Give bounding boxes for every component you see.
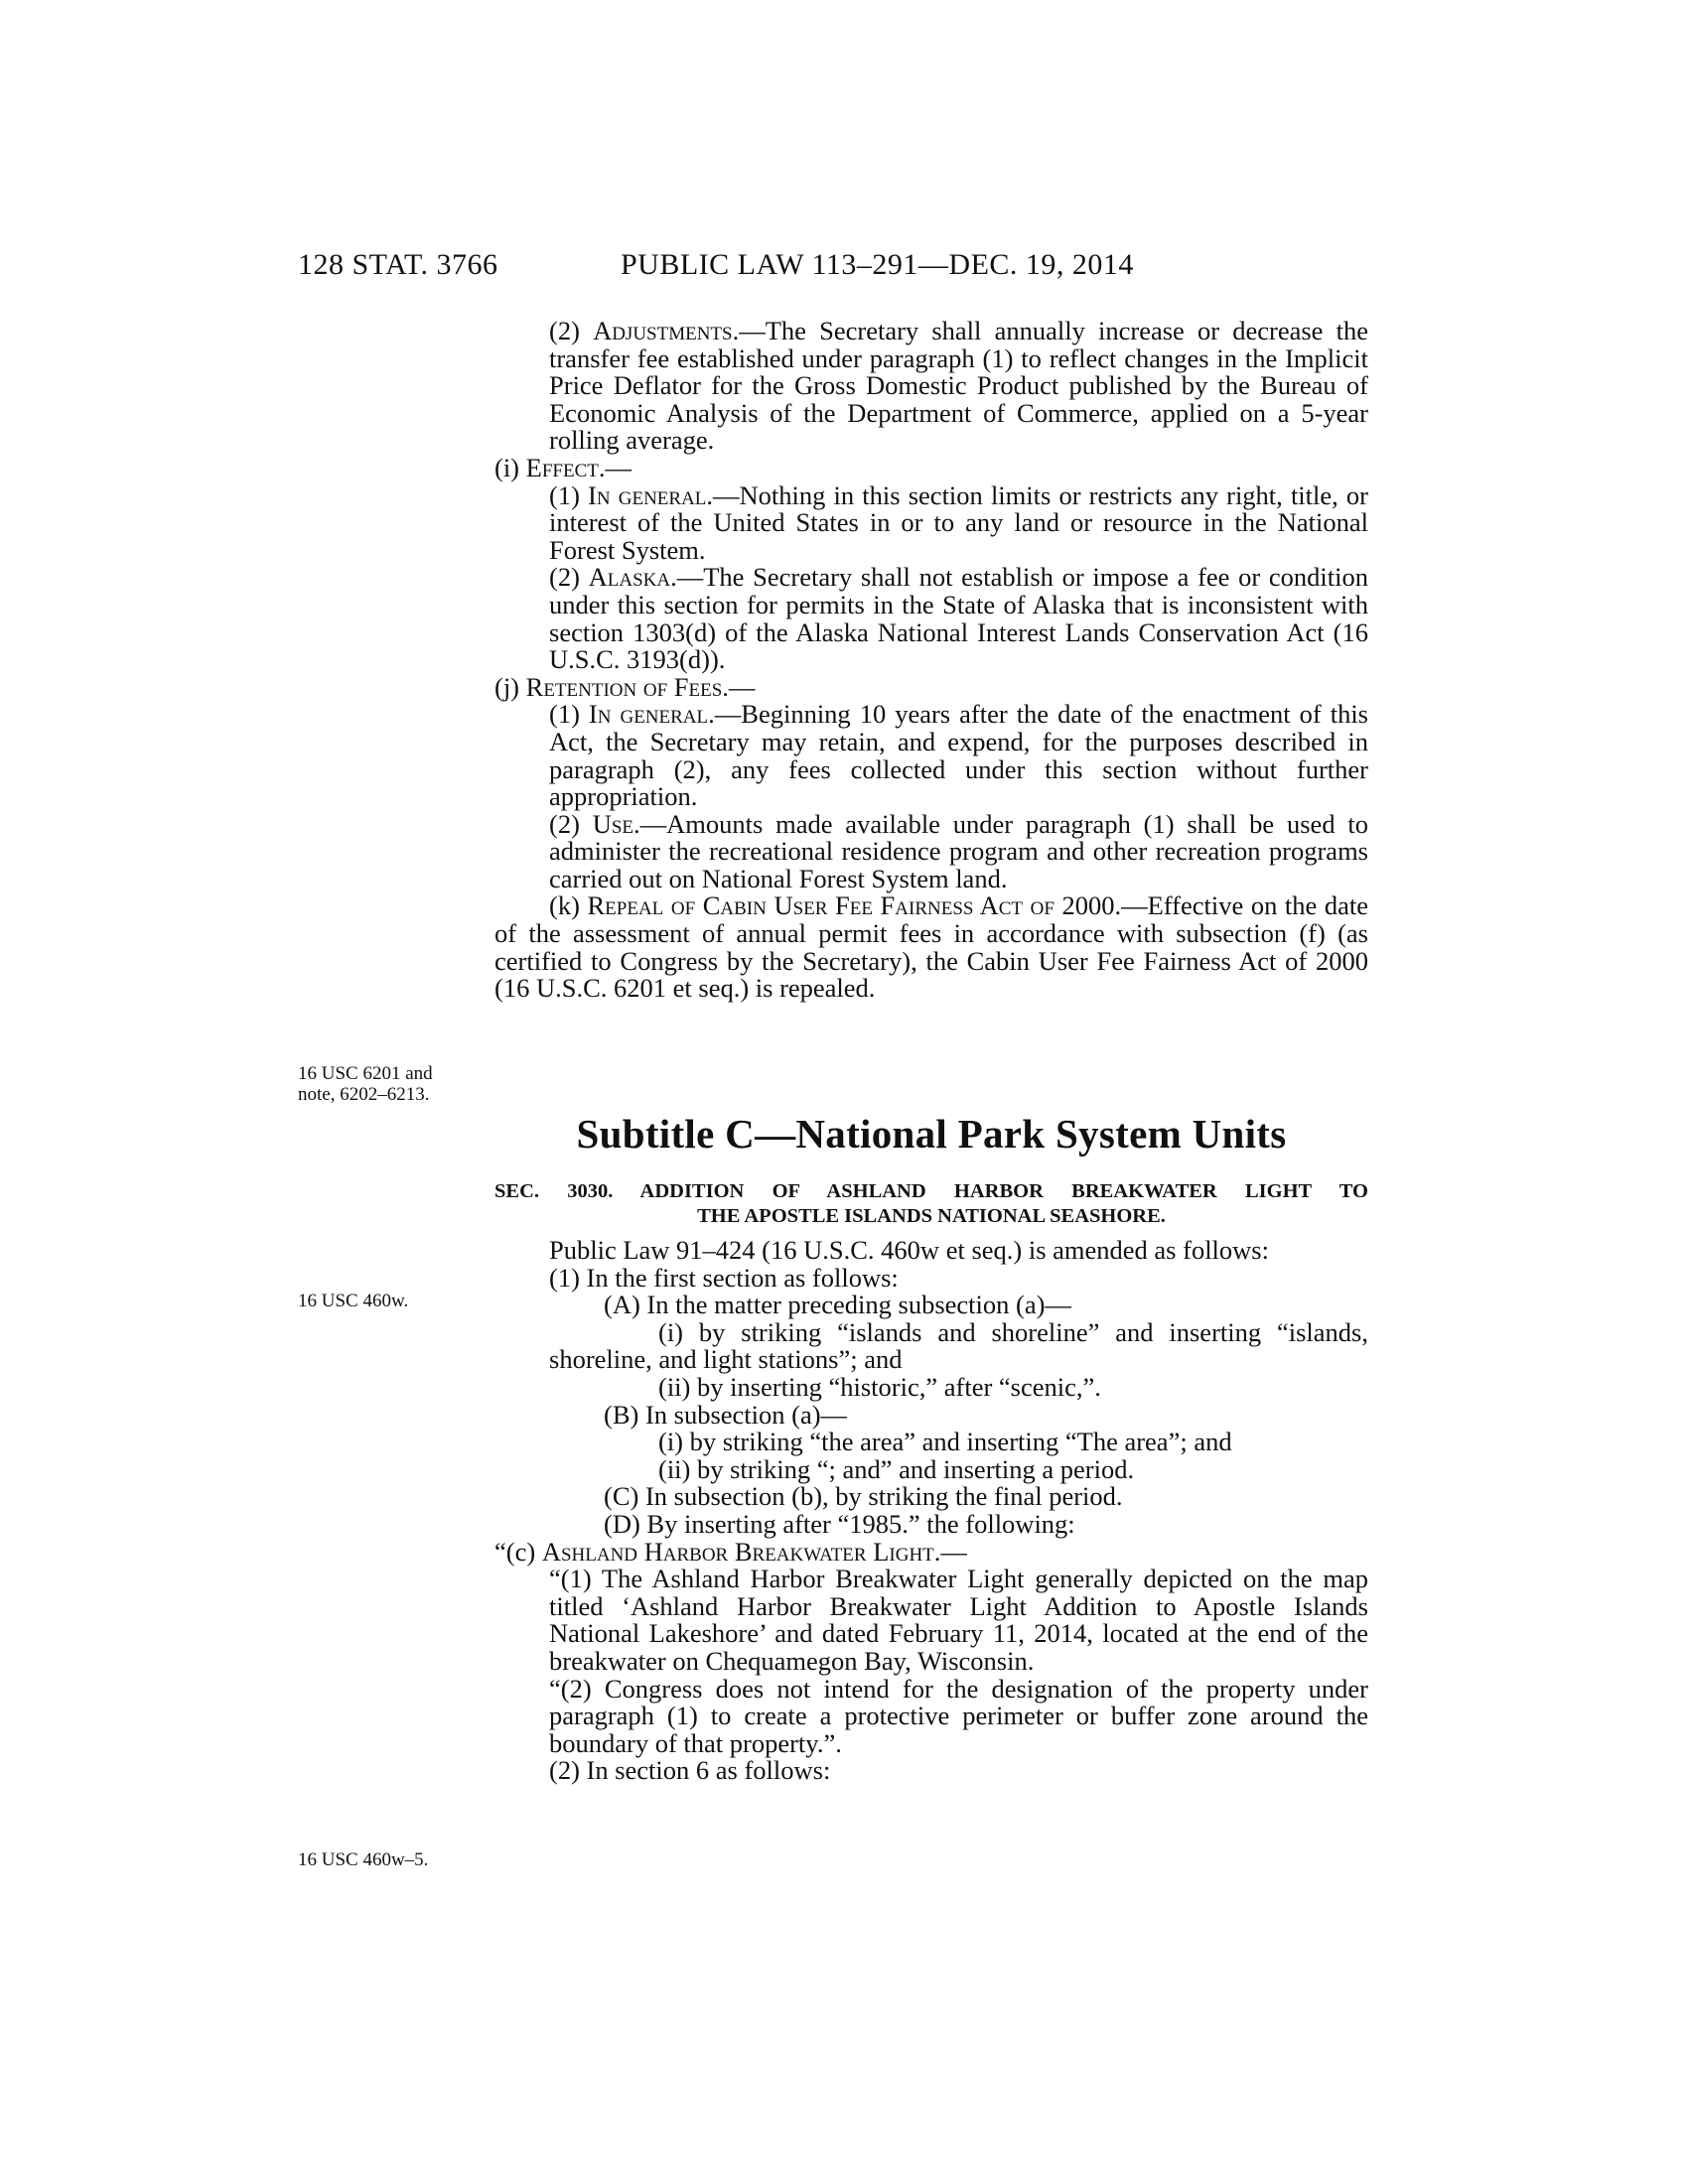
public-law-title: PUBLIC LAW 113–291—DEC. 19, 2014 [621, 248, 1134, 281]
margin-note-usc-6201 [298, 1063, 506, 1105]
subtitle-heading: Subtitle C—National Park System Units [576, 1111, 1287, 1157]
paragraph-adjustments: (2) Adjustments.—The Secretary shall annually increase or decrease the transfer fee established under paragraph (1) to reflect changes in the Implicit Price Deflator for the Gross Domestic Product published by the Bureau of Economic Analysis of the Department of Commerce, applied on a 5-year rolling average. [549, 316, 1368, 456]
statute-text-lower [494, 1237, 1368, 1785]
section-heading-line: THE APOSTLE ISLANDS NATIONAL SEASHORE. [697, 1205, 1166, 1227]
quoted-paragraph-2: “(2) Congress does not intend for the designation of the property under paragraph (1) to create a protective perimeter or buffer zone around the boundary of that property.”. [549, 1673, 1368, 1758]
clause-a-ii: (ii) by inserting “historic,” after “scenic,”. [658, 1371, 1101, 1402]
clause-a-i: (i) by striking “islands and shoreline” and inserting “islands, shoreline, and light stations”; and [549, 1316, 1368, 1375]
page-header [298, 248, 1390, 288]
subparagraph-b: (B) In subsection (a)— [604, 1399, 848, 1430]
subsection-retention-of-fees: (j) Retention of Fees.— [494, 671, 756, 702]
margin-note-line: 16 USC 6201 and [298, 1063, 433, 1084]
section-intro: Public Law 91–424 (16 U.S.C. 460w et seq.) is amended as follows: [549, 1235, 1269, 1265]
paragraph-retention-general: (1) In general.—Beginning 10 years after the date of the enactment of this Act, the Secretary may retain, and expend, for the purposes described in paragraph (2), any fees collected under this section without further appropriation. [549, 699, 1368, 812]
subparagraph-d: (D) By inserting after “1985.” the following: [604, 1508, 1075, 1539]
paragraph-effect-general: (1) In general.—Nothing in this section limits or restricts any right, title, or interest of the United States in or to any land or resource in the National Forest System. [549, 479, 1368, 565]
subsection-repeal: (k) Repeal of Cabin User Fee Fairness Act of 2000.—Effective on the date of the assessment of annual permit fees in accordance with subsection (f) (as certified to Congress by the Secretary), the Cabin User Fee Fairness Act of 2000 (16 U.S.C. 6201 et seq.) is repealed. [494, 890, 1368, 1004]
statute-text-upper [494, 318, 1368, 1003]
quoted-paragraph-1: “(1) The Ashland Harbor Breakwater Light generally depicted on the map titled ‘Ashland Harbor Breakwater Light Addition to Apostle Islands National Lakeshore’ and dated February 11, 2014, located at the end of the breakwater on Chequamegon Bay, Wisconsin. [549, 1564, 1368, 1676]
paragraph-use: (2) Use.—Amounts made available under paragraph (1) shall be used to administer the recreational residence program and other recreation programs carried out on National Forest System land. [549, 808, 1368, 893]
clause-b-ii: (ii) by striking “; and” and inserting a period. [658, 1453, 1135, 1484]
paragraph-alaska: (2) Alaska.—The Secretary shall not establish or impose a fee or condition under this section for permits in the State of Alaska that is inconsistent with section 1303(d) of the Alaska National Interest Lands Conservation Act (16 U.S.C. 3193(d)). [549, 562, 1368, 675]
clause-b-i: (i) by striking “the area” and inserting “The area”; and [658, 1427, 1232, 1457]
quoted-subsection-c: “(c) Ashland Harbor Breakwater Light.— [494, 1536, 967, 1567]
margin-note-usc-460w-5: 16 USC 460w–5. [298, 1849, 429, 1870]
paragraph-2: (2) In section 6 as follows: [549, 1755, 831, 1786]
margin-note-line: note, 6202–6213. [298, 1084, 430, 1105]
margin-note-usc-460w: 16 USC 460w. [298, 1291, 409, 1311]
statute-page-number: 128 STAT. 3766 [298, 248, 498, 281]
section-heading-line: SEC. 3030. ADDITION OF ASHLAND HARBOR BREAKWATER LIGHT TO [494, 1180, 1368, 1202]
section-heading [494, 1179, 1368, 1229]
subsection-effect: (i) Effect.— [494, 452, 632, 482]
subparagraph-a: (A) In the matter preceding subsection (a)— [604, 1290, 1071, 1320]
subparagraph-c: (C) In subsection (b), by striking the final period. [604, 1481, 1123, 1512]
paragraph-1: (1) In the first section as follows: [549, 1262, 899, 1293]
